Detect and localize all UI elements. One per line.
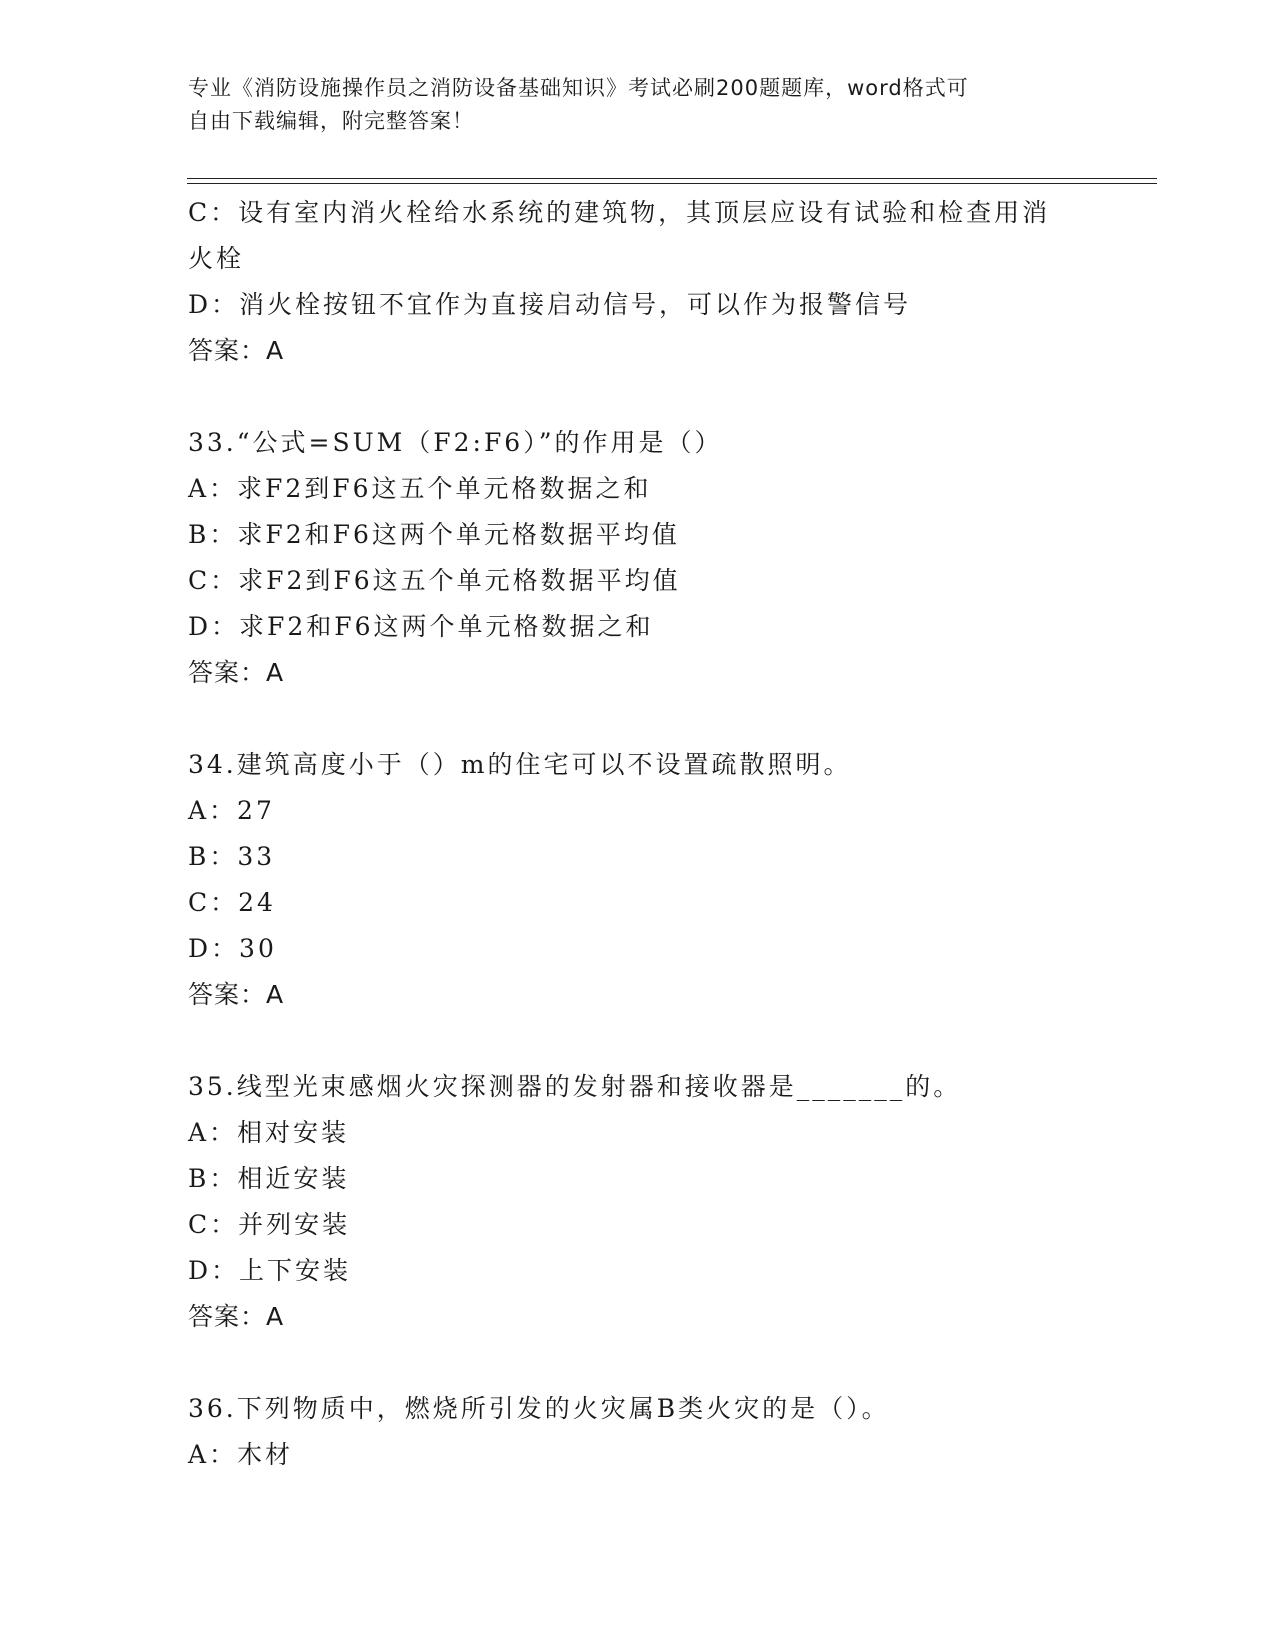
question-34 [188,742,1088,1018]
spacer [188,1018,1088,1064]
option-c: C：并列安装 [188,1210,351,1239]
option-c-continued: 火栓 [188,244,245,273]
option-a: A：木材 [188,1440,294,1469]
spacer [188,374,1088,420]
header-divider-top [187,178,1157,179]
option-b: B：33 [188,842,276,871]
document-header [188,72,1088,138]
option-c: C：24 [188,888,276,917]
spacer [188,696,1088,742]
option-a: A：27 [188,796,275,825]
answer-line: 答案：A [188,980,285,1009]
question-stem: 34.建筑高度小于（）m的住宅可以不设置疏散照明。 [188,750,852,779]
option-a: A：相对安装 [188,1118,350,1147]
answer-line: 答案：A [188,336,285,365]
carryover-block [188,190,1088,374]
answer-line: 答案：A [188,658,285,687]
header-divider-bottom [187,183,1157,184]
option-d: D：上下安装 [188,1256,352,1285]
option-b: B：求F2和F6这两个单元格数据平均值 [188,520,680,549]
question-36 [188,1386,1088,1478]
option-b: B：相近安装 [188,1164,350,1193]
option-d: D：求F2和F6这两个单元格数据之和 [188,612,654,641]
question-content [188,190,1088,1478]
option-a: A：求F2到F6这五个单元格数据之和 [188,474,652,503]
question-35 [188,1064,1088,1340]
option-c: C：求F2到F6这五个单元格数据平均值 [188,566,681,595]
option-d: D：30 [188,934,277,963]
spacer [188,1340,1088,1386]
option-c: C：设有室内消火栓给水系统的建筑物，其顶层应设有试验和检查用消 [188,198,1051,227]
question-stem: 35.线型光束感烟火灾探测器的发射器和接收器是_______的。 [188,1072,962,1101]
question-stem: 33.“公式=SUM（F2:F6）”的作用是（） [188,428,723,457]
question-stem: 36.下列物质中，燃烧所引发的火灾属B类火灾的是（）。 [188,1394,890,1423]
answer-line: 答案：A [188,1302,285,1331]
option-d: D：消火栓按钮不宜作为直接启动信号，可以作为报警信号 [188,290,912,319]
question-33 [188,420,1088,696]
header-line-2: 自由下载编辑，附完整答案！ [188,109,474,133]
header-line-1: 专业《消防设施操作员之消防设备基础知识》考试必刷200题题库，word格式可 [188,76,969,100]
